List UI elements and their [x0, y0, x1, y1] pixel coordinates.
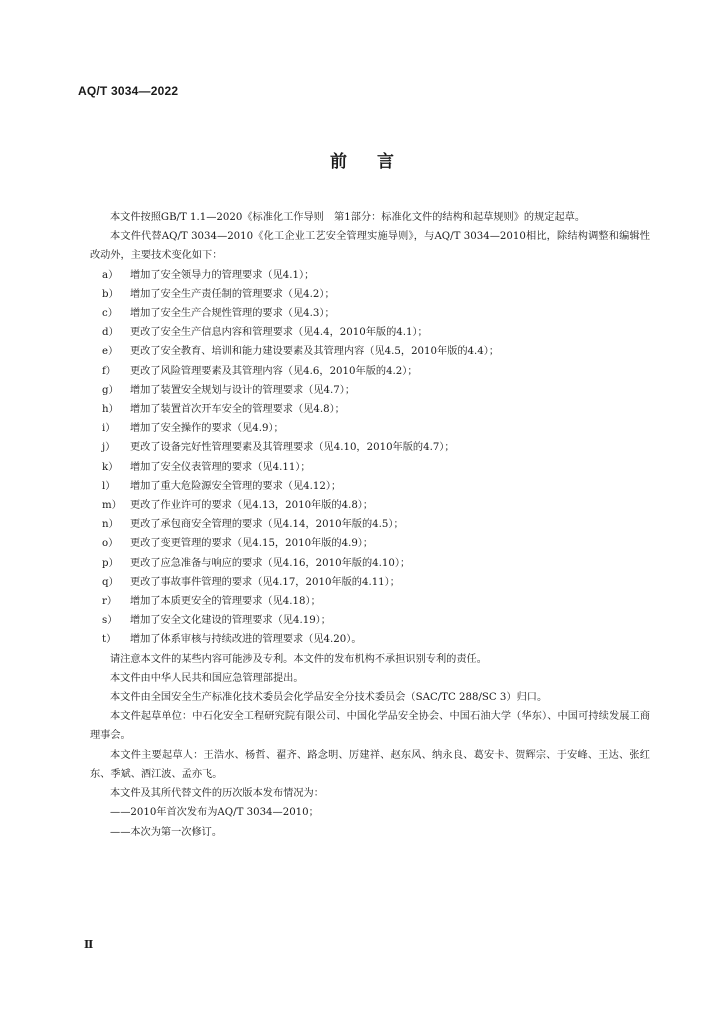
list-item-text: 更改了事故事件管理的要求（见4.17，2010年版的4.11）； [130, 576, 400, 588]
list-item [90, 304, 650, 323]
list-item-label: b） [102, 288, 119, 300]
list-item-text: 更改了应急准备与响应的要求（见4.16，2010年版的4.10）； [130, 557, 411, 569]
list-item [90, 458, 650, 477]
list-item [90, 266, 650, 285]
list-item-text: 更改了安全教育、培训和能力建设要素及其管理内容（见4.5，2010年版的4.4）； [130, 346, 500, 358]
list-item [90, 592, 650, 611]
list-item-text: 增加了安全文化建设的管理要求（见4.19）； [130, 615, 331, 627]
list-item-label: j） [102, 442, 116, 454]
page-number: Ⅱ [84, 938, 94, 951]
paragraph-proposer: 本文件由中华人民共和国应急管理部提出。 [110, 672, 304, 684]
list-item-text: 增加了安全领导力的管理要求（见4.1）； [130, 269, 315, 281]
list-item-text: 增加了装置安全规划与设计的管理要求（见4.7）； [130, 384, 356, 396]
paragraph-history-intro: 本文件及其所代替文件的历次版本发布情况为： [110, 788, 324, 800]
list-item-text: 增加了本质更安全的管理要求（见4.18）； [130, 596, 321, 608]
list-item-label: h） [102, 404, 119, 416]
list-item [90, 419, 650, 438]
list-item [90, 496, 650, 515]
changes-list [90, 266, 650, 650]
list-item-label: g） [102, 384, 119, 396]
paragraph-patent-notice: 请注意本文件的某些内容可能涉及专利。本文件的发布机构不承担识别专利的责任。 [110, 653, 487, 665]
list-item-label: s） [102, 615, 118, 627]
list-item [90, 323, 650, 342]
list-item [90, 362, 650, 381]
paragraph-history-current: ——本次为第一次修订。 [110, 826, 223, 838]
list-item [90, 438, 650, 457]
list-item-label: r） [102, 596, 118, 608]
list-item-label: o） [102, 538, 119, 550]
list-item-text: 更改了变更管理的要求（见4.15，2010年版的4.9）； [130, 538, 374, 550]
list-item [90, 381, 650, 400]
list-item [90, 554, 650, 573]
list-item-label: p） [102, 557, 119, 569]
list-item [90, 400, 650, 419]
list-item-text: 增加了安全生产责任制的管理要求（见4.2）； [130, 288, 335, 300]
list-item-text: 增加了安全生产合规性管理的要求（见4.3）； [130, 308, 335, 320]
list-item-text: 增加了安全仪表管理的要求（见4.11）； [130, 461, 311, 473]
page-title: 前言 [330, 152, 424, 172]
list-item-label: l） [102, 480, 116, 492]
paragraph-drafting-rules: 本文件按照GB/T 1.1—2020《标准化工作导则 第1部分：标准化文件的结构和起草规则》的规定起草。 [110, 212, 586, 223]
paragraph-drafters: 本文件主要起草人：王浩水、杨哲、翟齐、路念明、厉建祥、赵东风、纳永良、葛安卡、贺辉宗、于安峰、王达、张红东、季斌、酒江波、孟亦飞。 [90, 749, 650, 780]
list-item [90, 534, 650, 553]
list-item-label: k） [102, 461, 119, 473]
paragraph-history-2010: ——2010年首次发布为AQ/T 3034—2010； [110, 807, 319, 819]
list-item-label: f） [102, 365, 116, 377]
list-item-text: 更改了设备完好性管理要素及其管理要求（见4.10，2010年版的4.7）； [130, 442, 455, 454]
list-item-label: q） [102, 576, 119, 588]
list-item [90, 342, 650, 361]
list-item-label: n） [102, 519, 119, 531]
paragraph-replacement: 本文件代替AQ/T 3034—2010《化工企业工艺安全管理实施导则》，与AQ/T 3034—2010相比，除结构调整和编辑性改动外，主要技术变化如下： [90, 231, 650, 262]
list-item-label: e） [102, 346, 119, 358]
list-item [90, 630, 650, 649]
list-item-text: 增加了装置首次开车安全的管理要求（见4.8）； [130, 404, 345, 416]
list-item [90, 573, 650, 592]
list-item-text: 增加了重大危险源安全管理的要求（见4.12）； [130, 480, 342, 492]
list-item [90, 611, 650, 630]
list-item-label: a） [102, 269, 119, 281]
list-item-text: 增加了体系审核与持续改进的管理要求（见4.20）。 [130, 634, 362, 646]
list-item [90, 477, 650, 496]
standard-code: AQ/T 3034—2022 [78, 84, 179, 98]
list-item [90, 285, 650, 304]
foreword-body [90, 208, 650, 842]
list-item-text: 更改了风险管理要素及其管理内容（见4.6，2010年版的4.2）； [130, 365, 418, 377]
paragraph-drafting-units: 本文件起草单位：中石化安全工程研究院有限公司、中国化学品安全协会、中国石油大学（华东）、中国可持续发展工商理事会。 [90, 711, 650, 742]
list-item [90, 515, 650, 534]
list-item-text: 更改了承包商安全管理的要求（见4.14，2010年版的4.5）； [130, 519, 404, 531]
paragraph-technical-committee: 本文件由全国安全生产标准化技术委员会化学品安全分技术委员会（SAC/TC 288/SC 3）归口。 [110, 692, 548, 704]
list-item-label: m） [102, 500, 122, 512]
list-item-label: c） [102, 308, 118, 320]
list-item-text: 更改了安全生产信息内容和管理要求（见4.4，2010年版的4.1）； [130, 327, 428, 339]
list-item-text: 更改了作业许可的要求（见4.13，2010年版的4.8）； [130, 500, 374, 512]
list-item-label: d） [102, 327, 119, 339]
list-item-label: i） [102, 423, 116, 435]
list-item-text: 增加了安全操作的要求（见4.9）； [130, 423, 284, 435]
list-item-label: t） [102, 634, 117, 646]
